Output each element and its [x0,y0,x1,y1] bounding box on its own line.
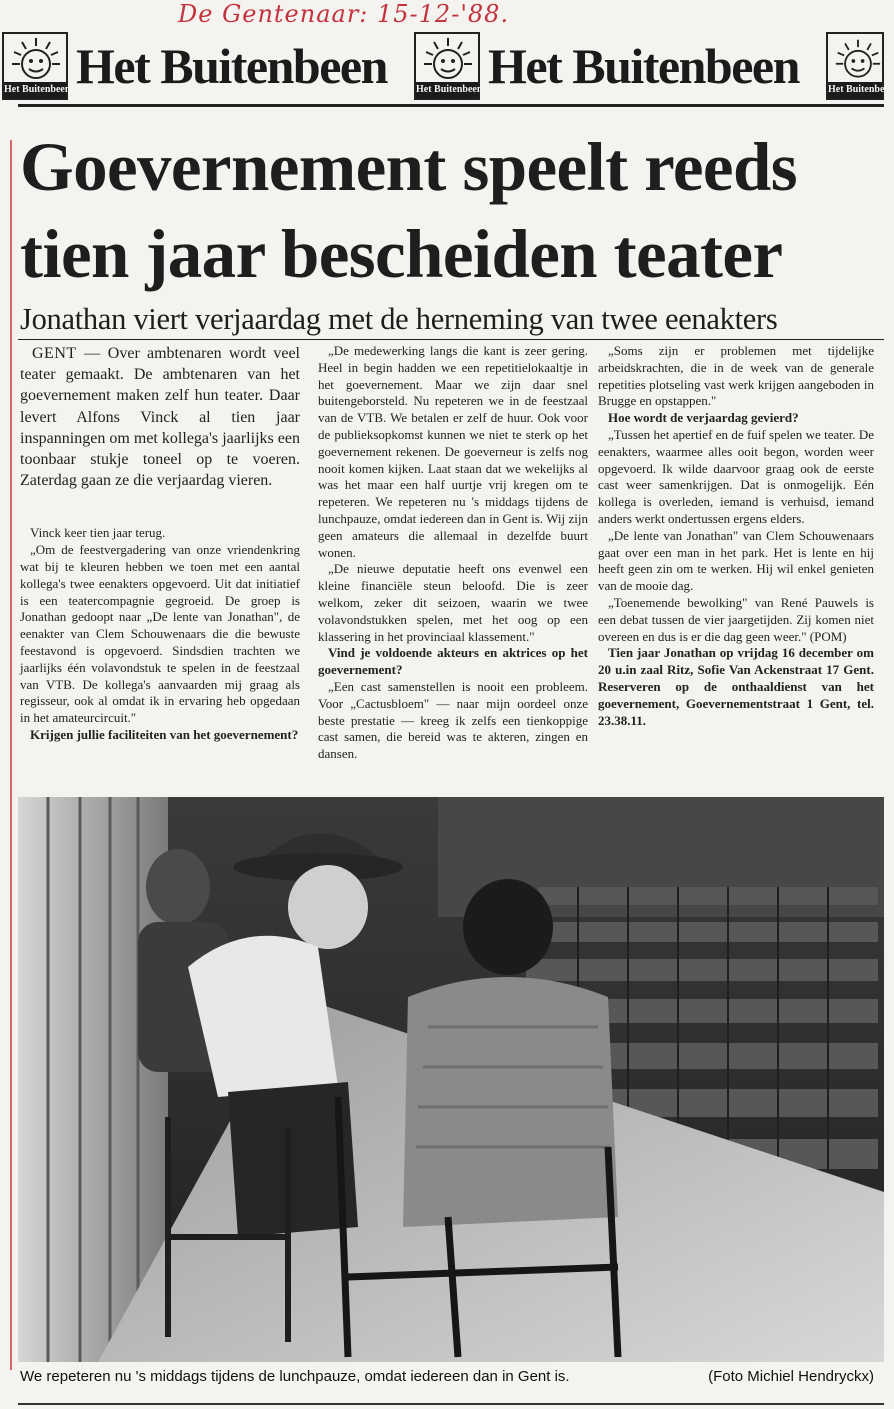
body-paragraph: „Een cast samenstellen is nooit een probleem. Voor „Cactusbloem" — naar mijn oordeel onze beste prestatie — kreeg ik zelfs een tienkoppige cast samen, die bereid was te akteren, zingen en dansen. [318,678,588,762]
headline-line-1: Goevernement speelt reeds [20,129,797,205]
body-paragraph: „Om de feestvergadering van onze vriendenkring wat bij te kleuren hebben we toen met een aantal kollega's twee eenakters opgevoerd. Uit dat initiatief is een teatercompagnie gegroeid. De groep is Jonathan gedoopt naar „De lente van Jonathan", de eenakter van Clem Schouwenaars die die bewuste feestavond is opgevoerd. Sindsdien trachten we jaarlijks één volavondstuk te spelen in de feestzaal van VTB. De kollega's aanvaarden mij graag als regisseur, ook al omdat ik in ervaring heb opgedaan in het amateurcircuit." [20,542,300,726]
bottom-rule [18,1403,884,1405]
handwritten-source-note: De Gentenaar: 15-12-'88. [178,0,510,28]
interview-question: Vind je voldoende akteurs en aktrices op het goevernement? [318,645,588,678]
article-column-3 [598,343,874,729]
interview-question: Krijgen jullie faciliteiten van het goevernement? [30,726,299,742]
body-paragraph: „De lente van Jonathan" van Clem Schouwenaars gaat over een man in het park. Het is lente en hij heeft geen zin om te werken. Hij wil enkel genieten van de mooie dag. [598,527,874,594]
body-paragraph: „De nieuwe deputatie heeft ons evenwel een kleine financiële steun beloofd. Die is zeer welkom, zeker dit seizoen, waarin we twee volavondstukken spelen, met het oog op een klassering in het provinciaal klassement." [318,561,588,644]
article-headline [20,124,880,298]
photo-credit: (Foto Michiel Hendryckx) [708,1368,874,1385]
event-info: Tien jaar Jonathan op vrijdag 16 december om 20 u.in zaal Ritz, Sofie Van Ackenstraat 17 Gent. Reserveren op de onthaaldienst van het goevernement, Goevernementstraat 1 Gent, tel. 23.38.11. [598,645,874,728]
interview-question: Hoe wordt de verjaardag gevierd? [608,410,799,426]
sun-logo-icon: Het Buitenbeen [414,32,480,100]
body-paragraph: „Soms zijn er problemen met tijdelijke arbeidskrachten, die in de week van de generale repetities plotseling vast werk krijgen aangeboden in Brugge en opstappen." [598,343,874,409]
sun-logo-icon: Het Buitenbeen [2,32,68,100]
masthead-rule [18,104,884,107]
article-subhead: Jonathan viert verjaardag met de herneming van twee eenakters [20,302,778,336]
article-column-1 [20,343,300,744]
masthead-title-right: Het Buitenbeen [488,38,799,94]
subhead-rule [18,339,884,340]
masthead-title-left: Het Buitenbeen [76,38,387,94]
headline-line-2: tien jaar bescheiden teater [20,216,783,292]
intro-paragraph: GENT — Over ambtenaren wordt veel teater gemaakt. De ambtenaren van het goevernement maken zelf hun teater. Daar levert Alfons Vinck al tien jaar inspanningen om met kollega's jaarlijks een toonbaar stukje toneel op te voeren. Zaterdag gaan ze die verjaardag vieren. [20,345,301,490]
photo-caption [20,1366,880,1388]
article-column-2 [318,343,588,763]
body-paragraph: Vinck keer tien jaar terug. [30,525,166,541]
sun-logo-icon: Het Buitenbeen [826,32,884,100]
red-margin-line [10,140,12,1370]
body-paragraph: „De medewerking langs die kant is zeer gering. Heel in begin hadden we een repetitielokaaltje in het goevernement. Maar we zijn daar snel buitengeborsteld. Nu repeteren we in de feestzaal van de VTB. We betalen er zelf de huur. Ook voor de publieksopkomst kunnen we niet te sterk op het goevernement rekenen. De goeverneur is zelfs nog nooit komen kijken. Laat staan dat we wekelijks al was het maar een half uurtje vrij kregen om te repeteren. We repeteren nu 's middags tijdens de lunchpauze, omdat iedereen dan in Gent is. Wij zijn geen amateurs die allemaal in dezelfde buurt wonen. [318,343,588,560]
article-photo [18,797,884,1362]
body-paragraph: „Tussen het apertief en de fuif spelen we teater. De eenakters, waarmee alles ooit begon, worden weer opgevoerd. Ik wilde daarvoor graag ook de eerste cast weer samenkrijgen. Dat is onmogelijk. Eén kollega is overleden, iemand is verhuisd, iemand anders werkt ondertussen ergens elders. [598,426,874,526]
masthead [0,28,894,104]
caption-text: We repeteren nu 's middags tijdens de lunchpauze, omdat iedereen dan in Gent is. [20,1368,570,1385]
body-paragraph: „Toenemende bewolking" van René Pauwels is een debat tussen de vier jaargetijden. Zij komen niet overeen en dus is er die dag geen weer." (POM) [598,594,874,644]
dateline: GENT — [32,345,101,362]
